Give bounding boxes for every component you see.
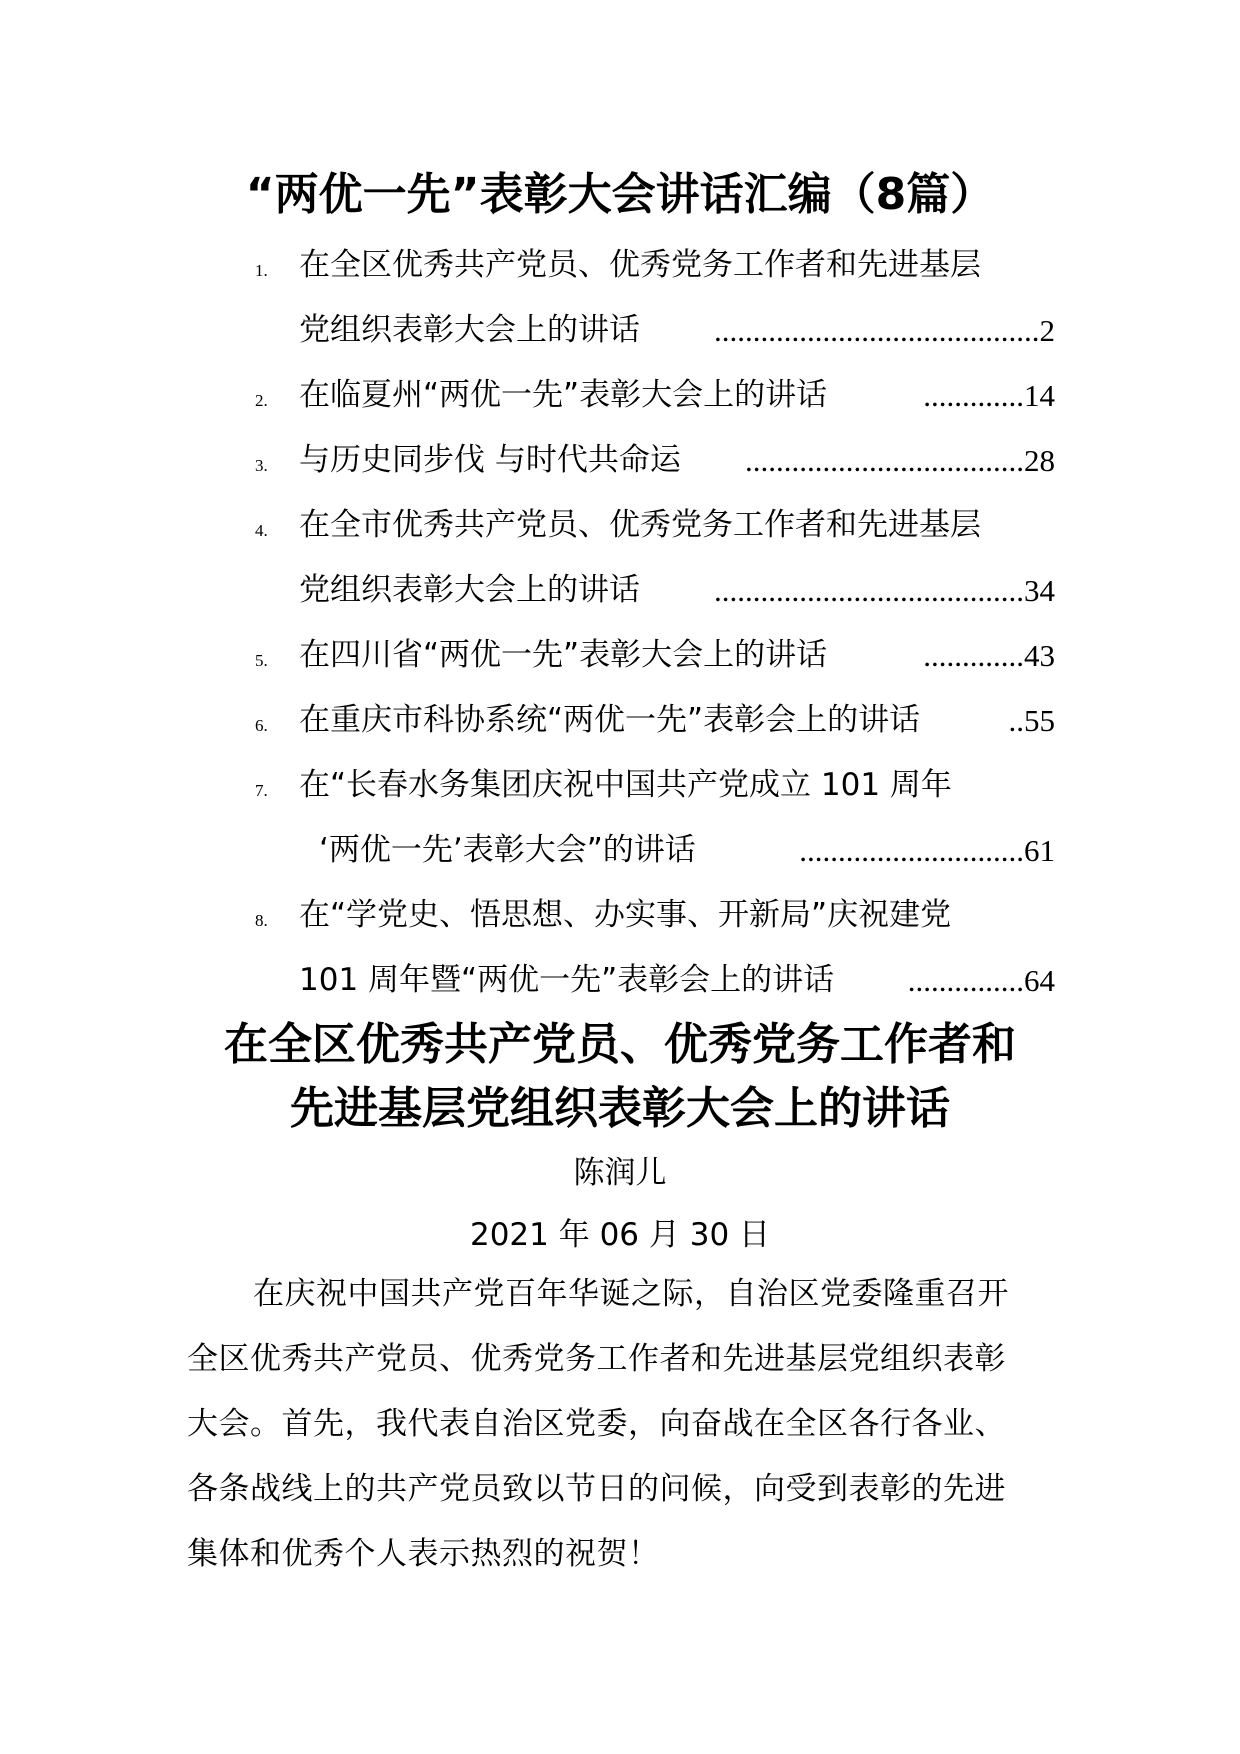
toc-entry[interactable] (255, 363, 1055, 428)
toc-page-number: 28 (1024, 443, 1055, 478)
toc-leader (714, 298, 1055, 363)
toc-dots: .......................................... (714, 313, 1040, 348)
toc-entry-title: 在全区优秀共产党员、优秀党务工作者和先进基层 (299, 247, 981, 283)
toc-entry[interactable] (255, 233, 1055, 298)
toc-dots: ............................. (799, 833, 1024, 868)
toc-entry-continuation[interactable] (255, 818, 1055, 883)
toc-dots: .. (1008, 703, 1024, 738)
toc-entry[interactable] (255, 493, 1055, 558)
toc-page-number: 61 (1024, 833, 1055, 868)
speech-title-line: 在全区优秀共产党员、优秀党务工作者和 (224, 1019, 1016, 1070)
toc-leader (923, 623, 1055, 688)
toc-leader (714, 558, 1055, 623)
toc-leader (799, 818, 1055, 883)
toc-dots: ............. (923, 378, 1024, 413)
toc-entry-number: 3. (255, 456, 268, 475)
speech-title-line: 先进基层党组织表彰大会上的讲话 (290, 1083, 950, 1134)
document-title: “两优一先”表彰大会讲话汇编（8篇） (245, 169, 995, 220)
toc-entry-number: 4. (255, 521, 268, 540)
toc-page-number: 2 (1039, 313, 1055, 348)
toc-entry-title: 党组织表彰大会上的讲话 (299, 572, 640, 608)
toc-page-number: 64 (1024, 963, 1055, 998)
table-of-contents (255, 233, 1055, 1013)
toc-entry-title: ‘两优一先’表彰大会”的讲话 (319, 832, 696, 868)
toc-entry-number: 2. (255, 391, 268, 410)
speech-title (0, 1013, 1240, 1141)
toc-entry-title: 在“长春水务集团庆祝中国共产党成立 101 周年 (299, 767, 952, 803)
toc-entry[interactable] (255, 883, 1055, 948)
toc-entry-number: 5. (255, 651, 268, 670)
toc-page-number: 43 (1024, 638, 1055, 673)
toc-leader (1009, 688, 1056, 753)
toc-entry-continuation[interactable] (255, 558, 1055, 623)
speech-date: 2021 年 06 月 30 日 (469, 1217, 771, 1253)
toc-entry[interactable] (255, 753, 1055, 818)
toc-entry-continuation[interactable] (255, 948, 1055, 1013)
toc-entry-title: 在临夏州“两优一先”表彰大会上的讲话 (299, 377, 828, 413)
speech-author: 陈润儿 (573, 1155, 667, 1191)
toc-entry[interactable] (255, 428, 1055, 493)
toc-entry-title: 与历史同步伐 与时代共命运 (299, 442, 681, 478)
toc-entry[interactable] (255, 688, 1055, 753)
toc-dots: ........................................ (714, 573, 1024, 608)
toc-leader (745, 428, 1055, 493)
toc-leader (923, 363, 1055, 428)
toc-page-number: 55 (1024, 703, 1055, 738)
toc-dots: ............... (907, 963, 1024, 998)
toc-entry-title: 在四川省“两优一先”表彰大会上的讲话 (299, 637, 828, 673)
toc-page-number: 34 (1024, 573, 1055, 608)
toc-entry[interactable] (255, 623, 1055, 688)
toc-page-number: 14 (1024, 378, 1055, 413)
toc-entry-title: 101 周年暨“两优一先”表彰会上的讲话 (299, 962, 835, 998)
toc-entry-number: 7. (255, 781, 268, 800)
toc-dots: ............. (923, 638, 1024, 673)
toc-entry-number: 1. (255, 261, 268, 280)
speech-paragraph: 在庆祝中国共产党百年华诞之际，自治区党委隆重召开全区优秀共产党员、优秀党务工作者和先进基层党组织表彰大会。首先，我代表自治区党委，向奋战在全区各行各业、各条战线上的共产党员致以节日的问候，向受到表彰的先进集体和优秀个人表示热烈的祝贺！ (187, 1276, 1009, 1572)
toc-entry-title: 在重庆市科协系统“两优一先”表彰会上的讲话 (299, 702, 921, 738)
toc-entry-title: 在全市优秀共产党员、优秀党务工作者和先进基层 (299, 507, 981, 543)
toc-leader (908, 948, 1055, 1013)
toc-entry-title: 党组织表彰大会上的讲话 (299, 312, 640, 348)
toc-entry-number: 8. (255, 911, 268, 930)
toc-dots: .................................... (745, 443, 1024, 478)
toc-entry-number: 6. (255, 716, 268, 735)
toc-entry-continuation[interactable] (255, 298, 1055, 363)
toc-entry-title: 在“学党史、悟思想、办实事、开新局”庆祝建党 (299, 897, 952, 933)
